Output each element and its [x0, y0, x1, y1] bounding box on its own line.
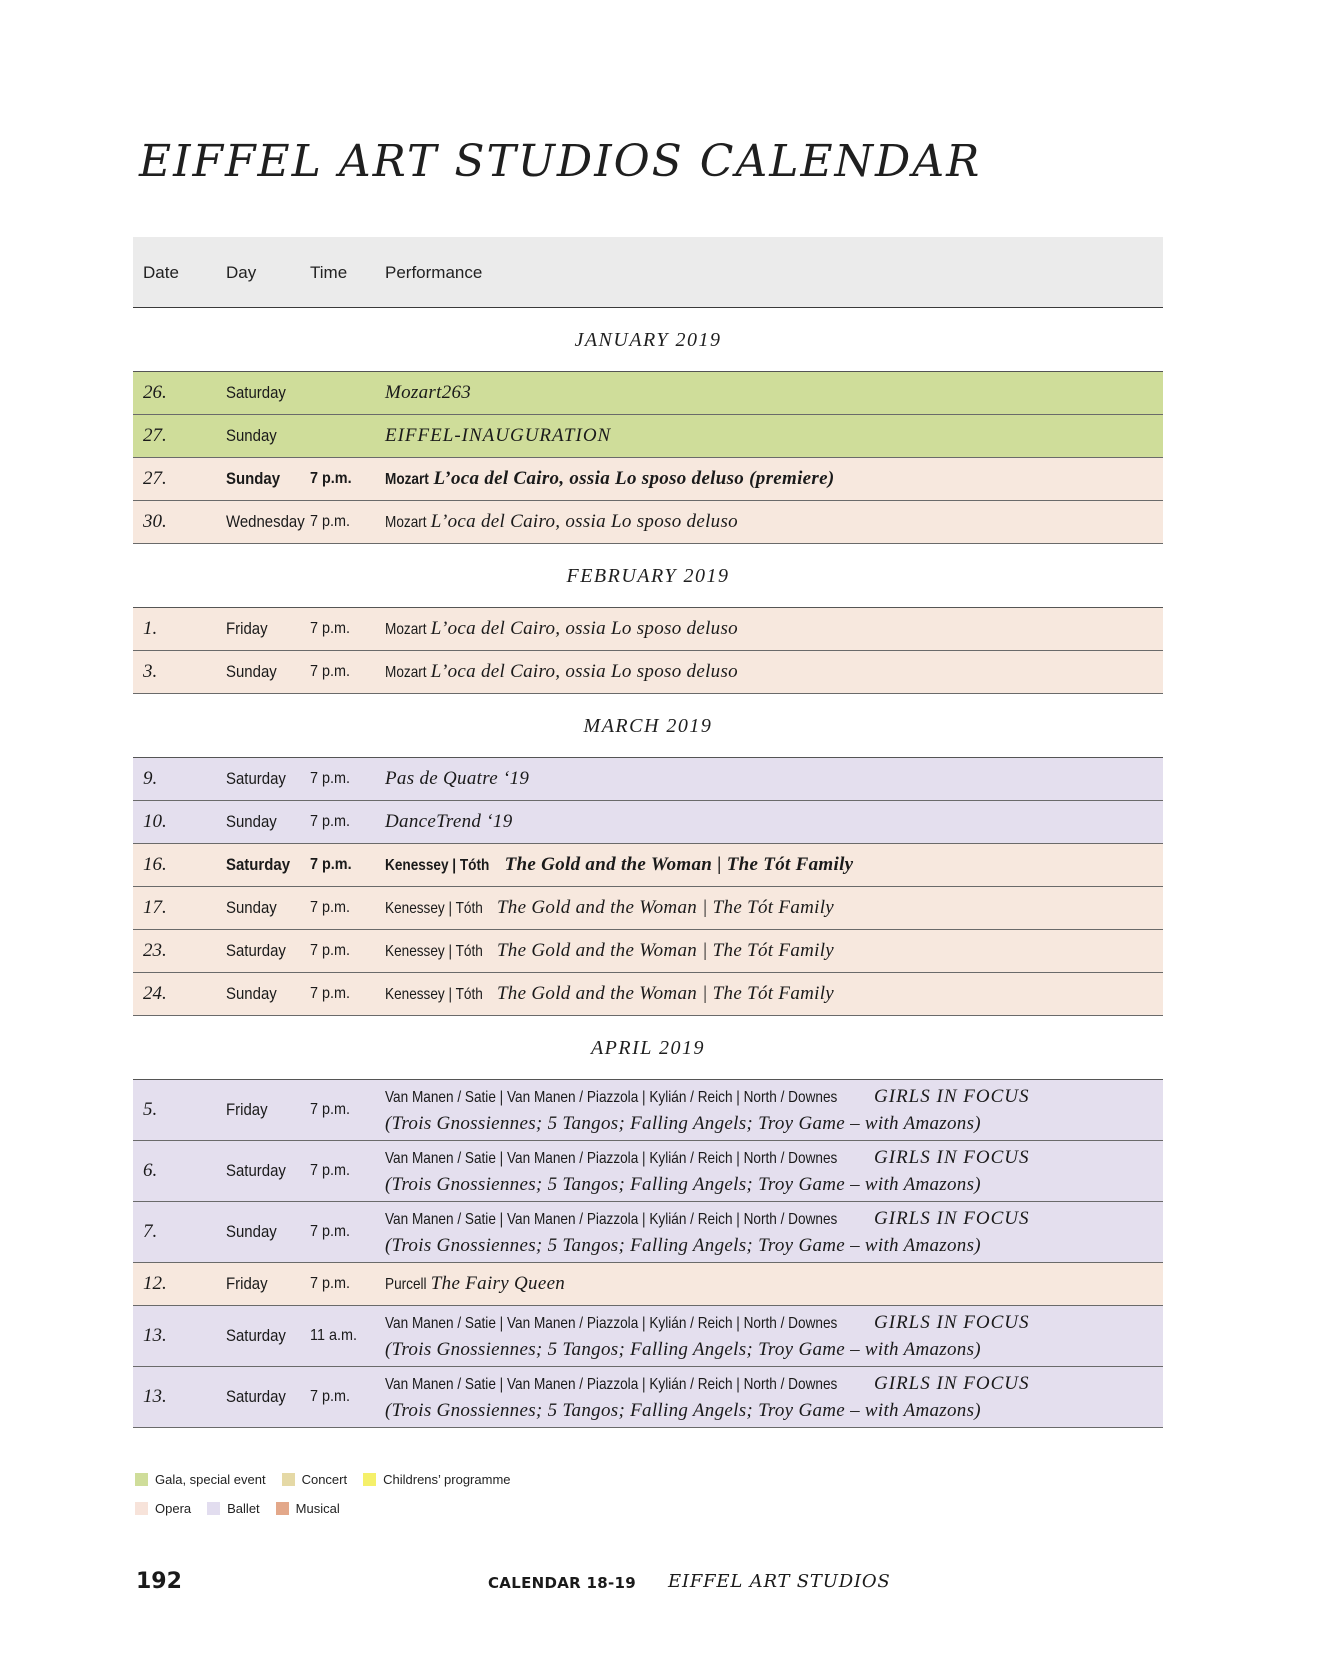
row-date: 23. — [143, 940, 167, 961]
legend-label: Gala, special event — [155, 1471, 266, 1487]
legend-item — [276, 1501, 340, 1516]
performance-subtitle: (Trois Gnossiennes; 5 Tangos; Falling Angels; Troy Game – with Amazons) — [385, 1173, 981, 1195]
row-time: 11 a.m. — [310, 1327, 357, 1344]
row-time: 7 p.m. — [310, 1223, 351, 1240]
row-date: 6. — [143, 1160, 158, 1181]
table-row — [133, 844, 1163, 887]
table-row — [133, 801, 1163, 844]
performance-line — [385, 981, 1155, 1008]
row-day: Saturday — [226, 1387, 286, 1406]
legend-item — [135, 1501, 191, 1516]
performance-line — [385, 852, 1155, 879]
row-date: 10. — [143, 811, 167, 832]
table-row — [133, 415, 1163, 458]
performance-composer: Purcell — [385, 1275, 427, 1293]
month-heading: APRIL 2019 — [133, 1016, 1163, 1080]
row-day: Sunday — [226, 984, 277, 1003]
performance-composer: Mozart — [385, 663, 427, 681]
row-day: Friday — [226, 1274, 268, 1293]
row-time: 7 p.m. — [310, 470, 352, 487]
performance-title: GIRLS IN FOCUS — [874, 1311, 1030, 1333]
performance-composer: Mozart — [385, 470, 429, 488]
performance-title: L’oca del Cairo, ossia Lo sposo deluso — [430, 660, 738, 682]
performance-title: L’oca del Cairo, ossia Lo sposo deluso (premiere) — [433, 467, 835, 489]
row-performance — [385, 372, 1155, 414]
row-performance — [385, 1080, 1155, 1140]
row-day: Saturday — [226, 855, 291, 874]
performance-line — [385, 1206, 1155, 1233]
row-performance — [385, 758, 1155, 800]
performance-title: The Gold and the Woman | The Tót Family — [496, 939, 835, 961]
row-date: 12. — [143, 1273, 167, 1294]
table-row — [133, 651, 1163, 694]
table-row — [133, 1306, 1163, 1367]
row-date: 27. — [143, 468, 167, 489]
performance-subtitle: (Trois Gnossiennes; 5 Tangos; Falling Angels; Troy Game – with Amazons) — [385, 1399, 981, 1421]
legend-label: Childrens’ programme — [383, 1471, 511, 1487]
row-time: 7 p.m. — [310, 985, 351, 1002]
performance-composer: Kenessey | Tóth — [385, 899, 483, 917]
row-performance — [385, 887, 1155, 929]
table-row — [133, 1263, 1163, 1306]
row-date: 27. — [143, 425, 167, 446]
header-performance: Performance — [385, 263, 483, 282]
row-performance — [385, 1306, 1155, 1366]
performance-composer: Van Manen / Satie | Van Manen / Piazzola | Kylián / Reich | North / Downes — [385, 1149, 838, 1167]
row-day: Sunday — [226, 812, 277, 831]
legend-label: Opera — [155, 1500, 192, 1516]
row-time: 7 p.m. — [310, 899, 351, 916]
row-day: Wednesday — [226, 512, 305, 531]
row-time: 7 p.m. — [310, 663, 351, 680]
performance-line — [385, 659, 1155, 686]
legend-item — [135, 1472, 266, 1487]
performance-line — [385, 938, 1155, 965]
row-day: Sunday — [226, 426, 277, 445]
header-date: Date — [143, 263, 179, 282]
row-time: 7 p.m. — [310, 1162, 351, 1179]
row-date: 30. — [143, 511, 167, 532]
legend-swatch-icon — [207, 1502, 220, 1515]
legend-swatch-icon — [135, 1502, 148, 1515]
month-heading: FEBRUARY 2019 — [133, 544, 1163, 608]
row-performance — [385, 1263, 1155, 1305]
table-row — [133, 1202, 1163, 1263]
table-header — [133, 237, 1163, 308]
legend-label: Concert — [301, 1471, 348, 1487]
row-date: 7. — [143, 1221, 158, 1242]
performance-composer: Van Manen / Satie | Van Manen / Piazzola | Kylián / Reich | North / Downes — [385, 1314, 838, 1332]
performance-composer: Kenessey | Tóth — [385, 985, 483, 1003]
legend-row — [135, 1498, 511, 1518]
row-day: Sunday — [226, 662, 277, 681]
performance-line — [385, 1271, 1155, 1298]
performance-title: L’oca del Cairo, ossia Lo sposo deluso — [430, 510, 738, 532]
performance-line — [385, 423, 1155, 450]
row-performance — [385, 415, 1155, 457]
page-number: 192 — [136, 1569, 182, 1594]
months-container — [133, 308, 1163, 1428]
footer-section: CALENDAR 18-19 — [488, 1574, 636, 1592]
legend-row — [135, 1469, 511, 1489]
row-performance — [385, 501, 1155, 543]
legend-swatch-icon — [282, 1473, 295, 1486]
row-date: 9. — [143, 768, 158, 789]
table-row — [133, 608, 1163, 651]
legend-label: Musical — [295, 1500, 340, 1516]
row-date: 5. — [143, 1099, 158, 1120]
row-time: 7 p.m. — [310, 1388, 351, 1405]
row-performance — [385, 973, 1155, 1015]
performance-title: The Gold and the Woman | The Tót Family — [504, 853, 854, 875]
performance-title: L’oca del Cairo, ossia Lo sposo deluso — [430, 617, 738, 639]
performance-line — [385, 509, 1155, 536]
row-performance — [385, 651, 1155, 693]
performance-subtitle: (Trois Gnossiennes; 5 Tangos; Falling Angels; Troy Game – with Amazons) — [385, 1338, 981, 1360]
table-row — [133, 973, 1163, 1016]
performance-title: GIRLS IN FOCUS — [874, 1372, 1030, 1394]
performance-composer: Van Manen / Satie | Van Manen / Piazzola | Kylián / Reich | North / Downes — [385, 1088, 838, 1106]
performance-line — [385, 766, 1155, 793]
row-date: 26. — [143, 382, 167, 403]
table-row — [133, 1080, 1163, 1141]
row-date: 13. — [143, 1325, 167, 1346]
table-row — [133, 501, 1163, 544]
legend — [135, 1469, 511, 1527]
performance-title: Pas de Quatre ‘19 — [385, 767, 530, 789]
row-day: Sunday — [226, 898, 277, 917]
table-row — [133, 1141, 1163, 1202]
performance-subtitle: (Trois Gnossiennes; 5 Tangos; Falling Angels; Troy Game – with Amazons) — [385, 1234, 981, 1256]
row-performance — [385, 1367, 1155, 1427]
row-date: 3. — [143, 661, 158, 682]
row-date: 24. — [143, 983, 167, 1004]
header-time: Time — [310, 263, 348, 282]
performance-line — [385, 1371, 1155, 1398]
footer-studio: EIFFEL ART STUDIOS — [668, 1571, 891, 1592]
legend-swatch-icon — [135, 1473, 148, 1486]
performance-line — [385, 380, 1155, 407]
row-performance — [385, 844, 1155, 886]
performance-title: GIRLS IN FOCUS — [874, 1085, 1030, 1107]
performance-title: DanceTrend ‘19 — [385, 810, 513, 832]
row-performance — [385, 801, 1155, 843]
row-time: 7 p.m. — [310, 1101, 351, 1118]
table-row — [133, 887, 1163, 930]
performance-title: The Gold and the Woman | The Tót Family — [496, 982, 835, 1004]
table-row — [133, 1367, 1163, 1428]
performance-title: GIRLS IN FOCUS — [874, 1207, 1030, 1229]
table-row — [133, 458, 1163, 501]
row-day: Sunday — [226, 469, 281, 488]
performance-subtitle: (Trois Gnossiennes; 5 Tangos; Falling Angels; Troy Game – with Amazons) — [385, 1112, 981, 1134]
month-heading: JANUARY 2019 — [133, 308, 1163, 372]
row-day: Saturday — [226, 941, 286, 960]
row-time: 7 p.m. — [310, 942, 351, 959]
table-row — [133, 372, 1163, 415]
performance-line — [385, 616, 1155, 643]
performance-composer: Kenessey | Tóth — [385, 942, 483, 960]
performance-title: Mozart263 — [385, 381, 472, 403]
row-time: 7 p.m. — [310, 813, 351, 830]
performance-composer: Kenessey | Tóth — [385, 856, 490, 874]
header-day: Day — [226, 263, 257, 282]
performance-title: The Fairy Queen — [430, 1272, 566, 1294]
row-day: Friday — [226, 619, 268, 638]
row-time: 7 p.m. — [310, 856, 352, 873]
row-day: Saturday — [226, 1326, 286, 1345]
table-row — [133, 758, 1163, 801]
performance-composer: Mozart — [385, 620, 427, 638]
row-performance — [385, 608, 1155, 650]
performance-line — [385, 1310, 1155, 1337]
legend-label: Ballet — [227, 1500, 260, 1516]
legend-swatch-icon — [363, 1473, 376, 1486]
row-time: 7 p.m. — [310, 513, 351, 530]
performance-line — [385, 1145, 1155, 1172]
row-performance — [385, 930, 1155, 972]
performance-title: The Gold and the Woman | The Tót Family — [496, 896, 835, 918]
row-day: Sunday — [226, 1222, 277, 1241]
row-time: 7 p.m. — [310, 1275, 351, 1292]
row-date: 17. — [143, 897, 167, 918]
month-heading: MARCH 2019 — [133, 694, 1163, 758]
performance-title: GIRLS IN FOCUS — [874, 1146, 1030, 1168]
row-day: Saturday — [226, 1161, 286, 1180]
table-row — [133, 930, 1163, 973]
row-performance — [385, 1141, 1155, 1201]
legend-item — [207, 1501, 260, 1516]
row-date: 16. — [143, 854, 167, 875]
performance-line — [385, 895, 1155, 922]
legend-swatch-icon — [276, 1502, 289, 1515]
calendar-table — [133, 237, 1163, 1428]
row-date: 1. — [143, 618, 158, 639]
performance-line — [385, 466, 1155, 493]
row-performance — [385, 458, 1155, 500]
performance-title: EIFFEL-INAUGURATION — [385, 424, 612, 446]
page-title: EIFFEL ART STUDIOS CALENDAR — [139, 136, 982, 187]
performance-composer: Van Manen / Satie | Van Manen / Piazzola | Kylián / Reich | North / Downes — [385, 1375, 838, 1393]
legend-item — [363, 1472, 510, 1487]
legend-item — [282, 1472, 348, 1487]
performance-line — [385, 809, 1155, 836]
row-performance — [385, 1202, 1155, 1262]
row-time: 7 p.m. — [310, 620, 351, 637]
row-day: Friday — [226, 1100, 268, 1119]
row-day: Saturday — [226, 769, 286, 788]
performance-line — [385, 1084, 1155, 1111]
performance-composer: Van Manen / Satie | Van Manen / Piazzola | Kylián / Reich | North / Downes — [385, 1210, 838, 1228]
performance-composer: Mozart — [385, 513, 427, 531]
row-day: Saturday — [226, 383, 286, 402]
row-time: 7 p.m. — [310, 770, 351, 787]
row-date: 13. — [143, 1386, 167, 1407]
